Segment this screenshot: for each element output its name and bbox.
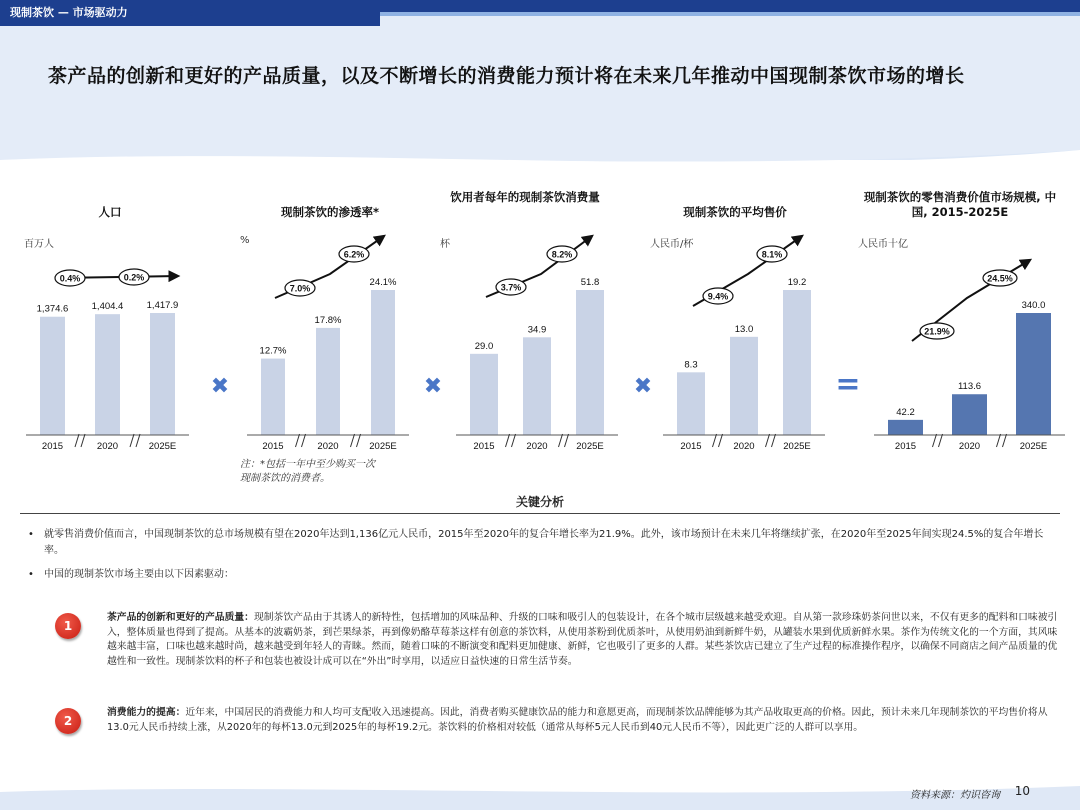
axis-break — [997, 434, 1001, 447]
x-tick-label: 2020 — [733, 441, 755, 452]
growth-rate-label: 0.4% — [59, 273, 81, 284]
axis-break — [296, 434, 300, 447]
bar — [576, 290, 604, 435]
factor-body — [55, 706, 1060, 735]
panel-unit-population: 百万人 — [24, 239, 54, 250]
bar — [523, 337, 551, 435]
bar — [677, 372, 705, 435]
multiply-operator: ✖ — [210, 374, 230, 399]
bar-value-label: 13.0 — [734, 323, 754, 335]
multiply-operator: ✖ — [633, 374, 653, 399]
axis-break — [559, 434, 563, 447]
bar — [952, 394, 987, 435]
x-tick-label: 2015 — [262, 441, 284, 452]
bar — [261, 359, 285, 435]
bar — [316, 328, 340, 435]
axis-break — [939, 434, 943, 447]
panel-title-market-size: 现制茶饮的零售消费价值市场规模, 中国, 2015-2025E — [863, 190, 1057, 219]
panel-unit-consumption: 杯 — [440, 239, 450, 250]
bullet-text: 就零售消费价值而言，中国现制茶饮的总市场规模有望在2020年达到1,136亿元人民币，2015年至2020年的复合年增长率为21.9%。此外，该市场预计在未来几年将继续扩张，在2020年至2025年间实现24.5%的复合年增长率。 — [44, 529, 1044, 556]
x-tick-label: 2025E — [576, 441, 604, 452]
x-tick-label: 2025E — [1019, 441, 1048, 452]
chart-footnote — [240, 458, 375, 486]
axis-break — [357, 434, 361, 447]
note-line-1: 注：*包括一年中至少购买一次 — [240, 459, 375, 470]
bar-value-label: 1,374.6 — [36, 303, 69, 315]
bullet-dot: • — [28, 529, 34, 540]
axis-break — [772, 434, 776, 447]
factor-lead: 茶产品的创新和更好的产品质量： — [107, 612, 254, 623]
section-header: 现制茶饮 — 市场驱动力 — [0, 0, 380, 26]
x-tick-label: 2020 — [958, 441, 981, 452]
axis-break — [130, 434, 134, 447]
bar-value-label: 340.0 — [1021, 300, 1046, 311]
bar-value-label: 113.6 — [957, 381, 982, 393]
axis-break — [75, 434, 79, 447]
growth-rate-label: 9.4% — [707, 291, 729, 302]
axis-break — [933, 434, 937, 447]
axis-break — [351, 434, 355, 447]
bar-value-label: 29.0 — [474, 340, 494, 352]
factor-lead: 消费能力的提高： — [107, 707, 186, 718]
bar-value-label: 8.3 — [684, 359, 698, 371]
x-tick-label: 2015 — [473, 441, 495, 452]
bar-value-label: 34.9 — [527, 324, 547, 336]
bar-value-label: 19.2 — [787, 277, 807, 288]
growth-rate-label: 8.1% — [761, 249, 783, 260]
driver-factor-1 — [55, 611, 1060, 669]
panel-title-population: 人口 — [98, 205, 122, 219]
panel-title-penetration: 现制茶饮的渗透率* — [280, 205, 379, 219]
growth-rate-label: 3.7% — [500, 282, 522, 293]
x-tick-label: 2025E — [369, 441, 397, 452]
axis-break — [302, 434, 306, 447]
bar — [470, 354, 498, 435]
axis-break — [719, 434, 723, 447]
divider — [20, 513, 1060, 514]
equals-operator: = — [835, 367, 861, 402]
axis-break — [565, 434, 569, 447]
panel-unit-market-size: 人民币十亿 — [858, 239, 908, 250]
key-analysis-title: 关键分析 — [515, 495, 564, 509]
source-note: 资料来源：灼识咨询 — [910, 790, 1000, 801]
axis-break — [766, 434, 770, 447]
growth-rate-label: 24.5% — [987, 273, 1013, 284]
x-tick-label: 2015 — [894, 441, 917, 452]
growth-rate-label: 0.2% — [123, 272, 145, 283]
bullet-text: 中国的现制茶饮市场主要由以下因素驱动： — [44, 569, 234, 580]
factor-text: 现制茶饮产品由于其诱人的新特性，包括增加的风味品种、升级的口味和吸引人的包装设计，在各个城市层级越来越受欢迎。自从第一款珍珠奶茶问世以来，不仅有更多的配料和口味被引入，整体质量也得到了提高。从基本的波霸奶茶，到芒果绿茶，再到像奶酪草莓茶这样有创意的茶饮料，从使用茶粉到优质茶叶，从使用奶油到新鲜牛奶，从罐装水果到优质新鲜水果。茶作为传统文化的一个方面，其风味越来越丰富，口味也越来越时尚，越来越受到年轻人的青睐。然而，随着口味的不断演变和配料更加健康、新鲜，它也吸引了更多的人群。某些茶饮店已建立了生产过程的标准操作程序，以确保不同商店之间产品质量的优越性和一致性。现制茶饮料的杯子和包装也被设计成可以在“外出”时享用，以适应日益快速的日常生活节奏。 — [107, 612, 1058, 667]
axis-break — [512, 434, 516, 447]
factor-body — [55, 611, 1060, 669]
x-tick-label: 2015 — [41, 441, 64, 452]
page-title: 茶产品的创新和更好的产品质量，以及不断增长的消费能力预计将在未来几年推动中国现制茶饮市场的增长 — [48, 65, 965, 87]
panel-unit-price: 人民币/杯 — [650, 239, 694, 250]
bar — [95, 314, 120, 435]
bar — [40, 317, 65, 435]
bar-value-label: 42.2 — [896, 406, 915, 418]
number-badge: 1 — [55, 613, 81, 639]
analysis-bullet — [28, 567, 1048, 583]
driver-factor-2 — [55, 706, 1060, 735]
page-number: 10 — [1014, 784, 1030, 798]
bar-value-label: 51.8 — [580, 277, 600, 288]
charts-area — [0, 180, 1080, 510]
x-tick-label: 2020 — [526, 441, 548, 452]
panel-unit-penetration: % — [240, 235, 250, 246]
axis-break — [713, 434, 717, 447]
growth-rate-label: 21.9% — [924, 326, 950, 337]
x-tick-label: 2015 — [680, 441, 702, 452]
bar — [1016, 313, 1051, 435]
bullet-dot: • — [28, 569, 34, 580]
note-line-2: 现制茶饮的消费者。 — [240, 473, 330, 484]
bar — [150, 313, 175, 435]
x-tick-label: 2025E — [148, 441, 177, 452]
axis-break — [81, 434, 85, 447]
axis-break — [506, 434, 510, 447]
bar-value-label: 1,404.4 — [91, 301, 124, 313]
factor-text: 近年来，中国居民的消费能力和人均可支配收入迅速提高。因此，消费者购买健康饮品的能力和意愿更高，而现制茶饮品牌能够为其产品收取更高的价格。因此，预计未来几年现制茶饮的平均售价将从13.0元人民币持续上涨，从2020年的每杯13.0元到2025年的每杯19.2元。茶饮料的价格相对较低（通常从每杯5元人民币到40元人民币不等），因此更广泛的人群可以享用。 — [107, 707, 1048, 733]
bar — [371, 290, 395, 435]
axis-break — [1003, 434, 1007, 447]
panel-title-consumption: 饮用者每年的现制茶饮消费量 — [450, 190, 600, 204]
axis-break — [136, 434, 140, 447]
number-badge: 2 — [55, 708, 81, 734]
panel-title-price: 现制茶饮的平均售价 — [683, 205, 787, 219]
x-tick-label: 2025E — [783, 441, 811, 452]
growth-rate-label: 6.2% — [343, 249, 365, 260]
growth-rate-label: 8.2% — [551, 249, 573, 260]
header-background — [0, 0, 1080, 200]
x-tick-label: 2020 — [96, 441, 119, 452]
growth-rate-label: 7.0% — [289, 283, 311, 294]
bar — [783, 290, 811, 435]
analysis-bullet — [28, 527, 1048, 559]
bar-value-label: 1,417.9 — [146, 300, 179, 311]
bar-value-label: 12.7% — [259, 345, 287, 357]
bar-value-label: 24.1% — [369, 277, 397, 288]
bar — [730, 337, 758, 435]
bar — [888, 420, 923, 435]
bar-value-label: 17.8% — [314, 314, 342, 326]
x-tick-label: 2020 — [317, 441, 339, 452]
multiply-operator: ✖ — [423, 374, 443, 399]
